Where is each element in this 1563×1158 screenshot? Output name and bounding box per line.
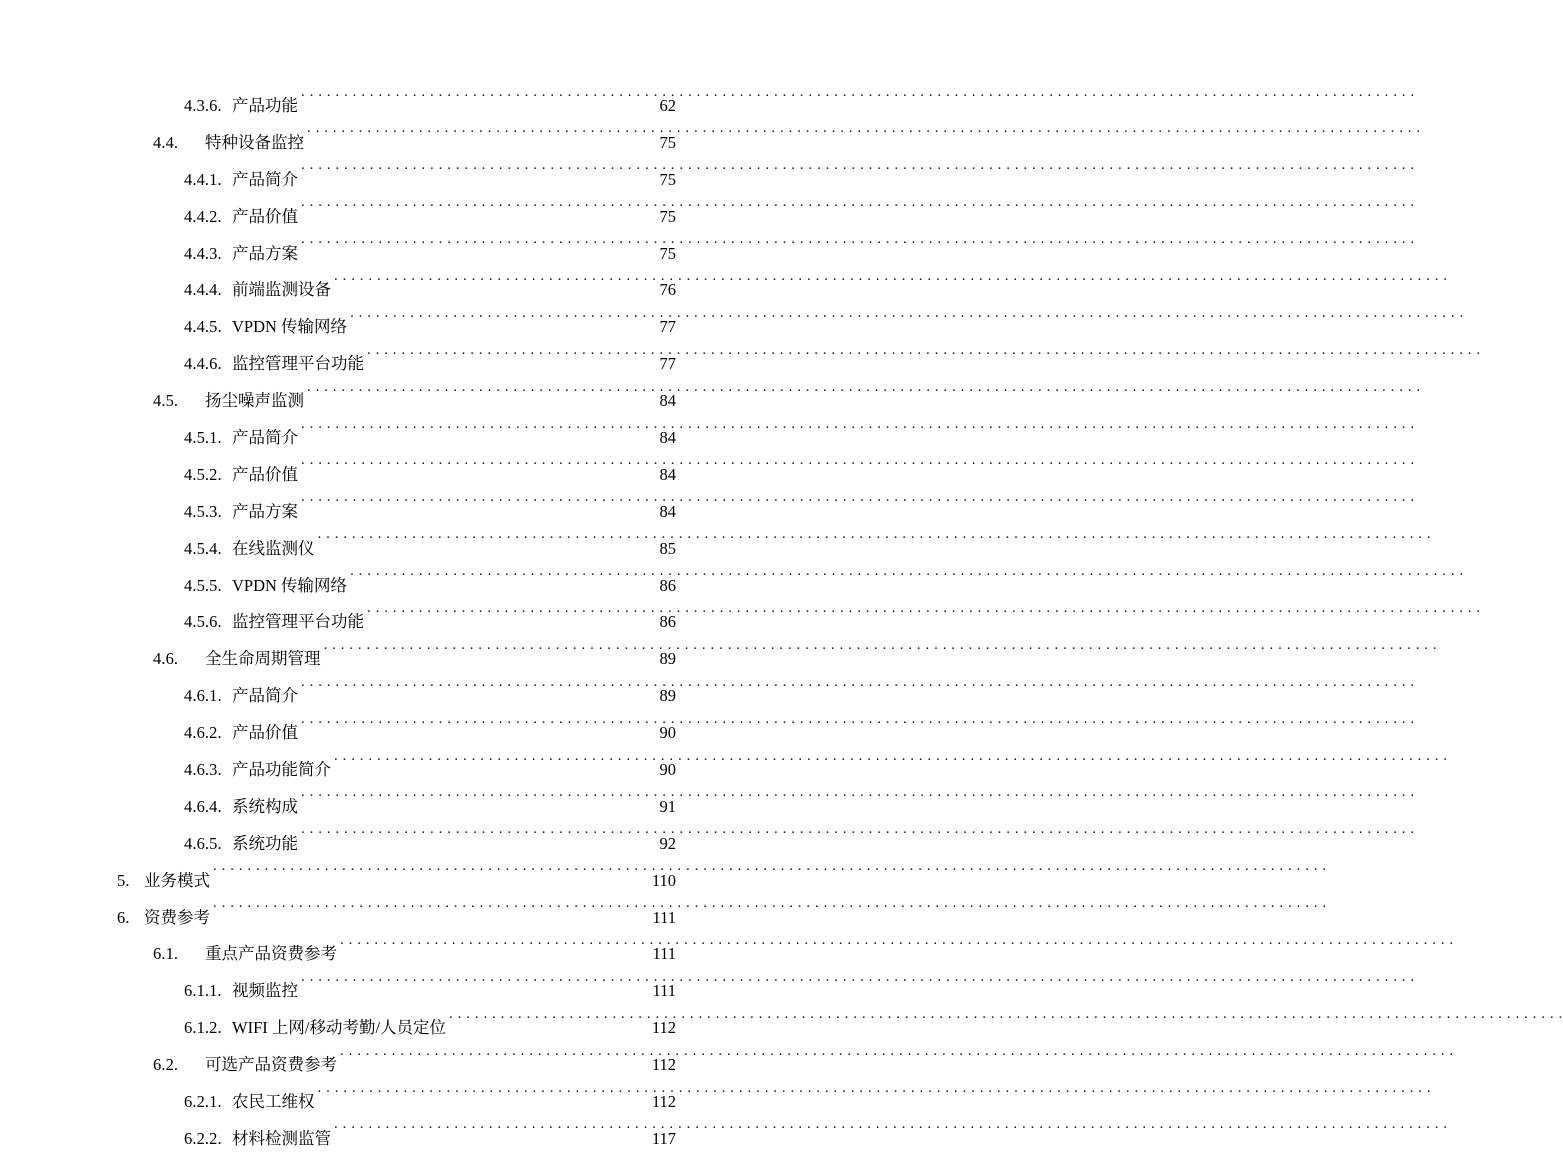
toc-entry-number: 4.6.1. xyxy=(184,686,222,706)
toc-entry-page-number: 92 xyxy=(659,833,676,853)
toc-entry-page-number: 90 xyxy=(659,723,676,743)
toc-entry-page-number: 110 xyxy=(651,870,676,890)
toc-dot-leader xyxy=(340,1054,646,1071)
toc-entry-label: 可选产品资费参考 xyxy=(205,1055,337,1075)
toc-entry-number: 4.4. xyxy=(153,132,179,152)
toc-entry-number: 4.6. xyxy=(153,649,179,669)
toc-entry-page-number: 84 xyxy=(659,464,676,484)
toc-entry-label: 监控管理平台功能 xyxy=(232,354,364,374)
toc-dot-leader xyxy=(350,316,652,333)
toc-entry-label: 产品功能简介 xyxy=(232,760,331,780)
toc-entry-page-number: 84 xyxy=(659,391,676,411)
toc-entry-label: 全生命周期管理 xyxy=(205,649,321,669)
toc-dot-leader xyxy=(301,463,652,480)
toc-entry-label: 扬尘噪声监测 xyxy=(205,391,304,411)
toc-entry-number: 4.6.5. xyxy=(184,833,222,853)
toc-dot-leader xyxy=(334,279,652,296)
toc-entry-label: 材料检测监管 xyxy=(232,1128,331,1148)
toc-entry-label: VPDN 传输网络 xyxy=(232,317,348,337)
toc-entry-label: 产品简介 xyxy=(232,686,298,706)
toc-entry-page-number: 75 xyxy=(659,169,676,189)
toc-entry-label: 特种设备监控 xyxy=(205,132,304,152)
toc-entry-number: 6.1.1. xyxy=(184,981,222,1001)
toc-entry-label: 产品功能 xyxy=(232,96,298,115)
toc-entry-page-number: 86 xyxy=(659,612,676,632)
toc-dot-leader xyxy=(340,943,652,960)
toc-dot-leader xyxy=(213,869,646,886)
toc-entry-page-number: 75 xyxy=(659,243,676,263)
toc-entry-number: 4.4.4. xyxy=(184,280,222,300)
toc-entry-label: 重点产品资费参考 xyxy=(205,944,337,964)
toc-entry-page-number: 91 xyxy=(659,796,676,816)
toc-entry-label: 产品价值 xyxy=(232,464,298,484)
toc-dot-leader xyxy=(318,1091,646,1108)
toc-entry-number: 4.6.2. xyxy=(184,723,222,743)
toc-entry-number: 6. xyxy=(117,907,130,927)
toc-entry-label: VPDN 传输网络 xyxy=(232,575,348,595)
toc-dot-leader xyxy=(301,795,652,812)
toc-entry-page-number: 112 xyxy=(651,1055,676,1075)
toc-entry-number: 6.2.1. xyxy=(184,1092,222,1112)
toc-entry-label: 业务模式 xyxy=(144,870,210,890)
toc-entry-label: 监控管理平台功能 xyxy=(232,612,364,632)
toc-entry-number: 6.2.2. xyxy=(184,1128,222,1148)
toc-entry-label: 视频监控 xyxy=(232,981,298,1001)
toc-dot-leader xyxy=(301,168,652,185)
toc-dot-leader xyxy=(301,95,652,112)
toc-dot-leader xyxy=(334,759,652,776)
toc-dot-leader xyxy=(318,537,653,554)
toc-entry-page-number: 111 xyxy=(652,944,676,964)
toc-dot-leader xyxy=(301,242,652,259)
toc-entry-label: 产品方案 xyxy=(232,243,298,263)
toc-dot-leader xyxy=(307,390,652,407)
toc-entry-label: 系统构成 xyxy=(232,796,298,816)
toc-dot-leader xyxy=(301,500,652,517)
toc-dot-leader xyxy=(301,980,652,997)
toc-entry-page-number: 112 xyxy=(651,1018,676,1038)
toc-entry-page-number: 86 xyxy=(659,575,676,595)
toc-entry-number: 4.4.1. xyxy=(184,169,222,189)
toc-entry-label: 在线监测仪 xyxy=(232,538,315,558)
toc-entry-number: 6.1. xyxy=(153,944,179,964)
toc-dot-leader xyxy=(213,906,652,923)
toc-entry-number: 4.5.6. xyxy=(184,612,222,632)
toc-entry-number: 4.4.2. xyxy=(184,206,222,226)
toc-entry-page-number: 75 xyxy=(659,132,676,152)
toc-dot-leader xyxy=(301,722,652,739)
toc-entry-page-number: 84 xyxy=(659,501,676,521)
toc-dot-leader xyxy=(449,1017,652,1034)
toc-entry-number: 4.5.5. xyxy=(184,575,222,595)
toc-entry-page-number: 117 xyxy=(651,1128,676,1148)
toc-entry-number: 4.6.4. xyxy=(184,796,222,816)
toc-entry-number: 4.5.4. xyxy=(184,538,222,558)
toc-entry-number: 6.2. xyxy=(153,1055,179,1075)
toc-entry-page-number: 77 xyxy=(659,317,676,337)
toc-entry[interactable] xyxy=(0,1121,793,1158)
toc-entry-label: 农民工维权 xyxy=(232,1092,315,1112)
toc-entry-label: 资费参考 xyxy=(144,907,210,927)
toc-dot-leader xyxy=(367,353,652,370)
toc-entry-label: 产品价值 xyxy=(232,206,298,226)
toc-entry-page-number: 111 xyxy=(652,981,676,1001)
toc-dot-leader xyxy=(301,427,652,444)
toc-dot-leader xyxy=(301,205,652,222)
toc-entry-number: 4.5.2. xyxy=(184,464,222,484)
toc-entry-page-number: 111 xyxy=(652,907,676,927)
toc-entry-page-number: 85 xyxy=(659,538,676,558)
toc-entry-page-number: 77 xyxy=(659,354,676,374)
toc-entry-page-number: 89 xyxy=(659,686,676,706)
toc-entry-number: 4.4.6. xyxy=(184,354,222,374)
toc-entry-label: 产品方案 xyxy=(232,501,298,521)
toc-entry-label: 系统功能 xyxy=(232,833,298,853)
toc-dot-leader xyxy=(324,648,653,665)
toc-entry-number: 5. xyxy=(117,870,130,890)
toc-dot-leader xyxy=(350,574,652,591)
toc-dot-leader xyxy=(367,611,652,628)
toc-entry-number: 4.5.3. xyxy=(184,501,222,521)
toc-entry-page-number: 76 xyxy=(659,280,676,300)
toc-entry-page-number: 75 xyxy=(659,206,676,226)
toc-entry-page-number: 89 xyxy=(659,649,676,669)
toc-entry-number: 6.1.2. xyxy=(184,1018,222,1038)
toc-entry-page-number: 84 xyxy=(659,428,676,448)
toc-entry-number: 4.6.3. xyxy=(184,760,222,780)
toc-entry-page-number: 112 xyxy=(651,1092,676,1112)
toc-entry-page-number: 62 xyxy=(659,96,676,115)
table-of-contents xyxy=(0,88,793,1158)
toc-entry-number: 4.3.6. xyxy=(184,96,222,115)
toc-dot-leader xyxy=(301,832,652,849)
toc-dot-leader xyxy=(301,685,652,702)
toc-entry-label: 前端监测设备 xyxy=(232,280,331,300)
toc-entry-number: 4.4.3. xyxy=(184,243,222,263)
toc-entry-label: WIFI 上网/移动考勤/人员定位 xyxy=(232,1018,447,1038)
toc-entry-number: 4.5.1. xyxy=(184,428,222,448)
toc-entry-label: 产品简介 xyxy=(232,169,298,189)
toc-dot-leader xyxy=(334,1127,646,1144)
toc-entry-page-number: 90 xyxy=(659,760,676,780)
toc-entry-number: 4.5. xyxy=(153,391,179,411)
toc-entry-label: 产品简介 xyxy=(232,428,298,448)
toc-entry-label: 产品价值 xyxy=(232,723,298,743)
toc-dot-leader xyxy=(307,131,652,148)
toc-entry-number: 4.4.5. xyxy=(184,317,222,337)
